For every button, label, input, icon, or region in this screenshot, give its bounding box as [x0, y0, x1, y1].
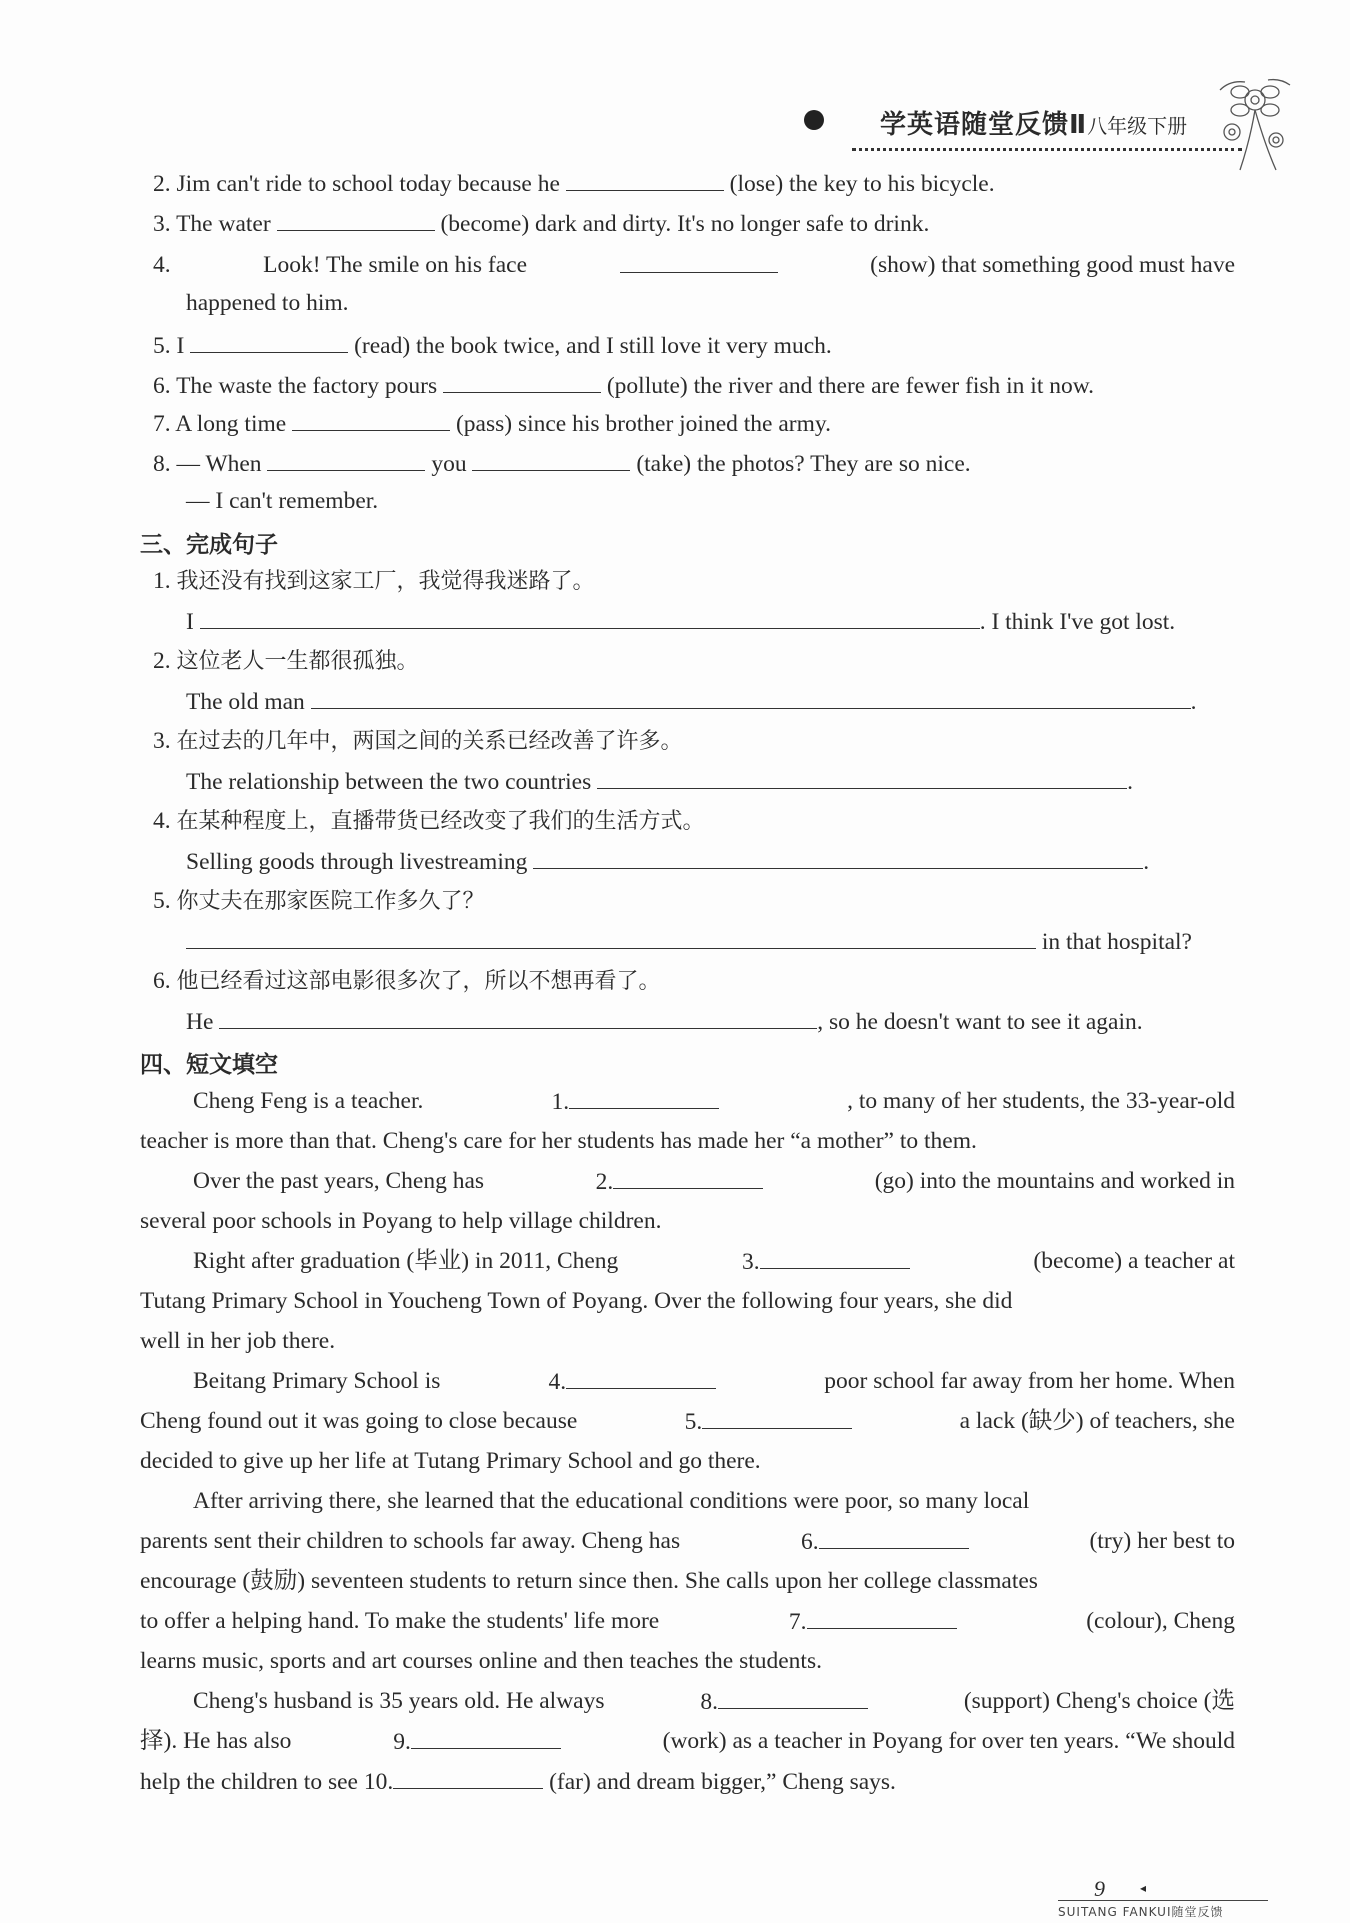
item-text: He [186, 1009, 214, 1035]
item-number: 6. [153, 373, 171, 399]
item-text: Jim can't ride to school today because he [176, 171, 560, 197]
passage-text: Over the past years, Cheng has [193, 1168, 485, 1194]
flower-decoration-icon [1210, 70, 1300, 180]
p3-item-4-en [186, 846, 1149, 877]
chinese-prompt: 我还没有找到这家工厂，我觉得我迷路了。 [176, 569, 595, 594]
answer-blank[interactable] [613, 1166, 763, 1189]
blank-number: 1. [551, 1089, 570, 1115]
answer-blank[interactable] [443, 370, 601, 393]
answer-blank[interactable] [807, 1606, 957, 1629]
passage-line-8 [193, 1366, 1235, 1397]
p3-item-3-en [186, 766, 1133, 797]
passage-text: Cheng's husband is 35 years old. He always [193, 1688, 605, 1714]
item-text: The waste the factory pours [176, 373, 438, 399]
item-text: I [176, 333, 185, 359]
blank-number: 5. [684, 1409, 703, 1435]
item-text: (take) the photos? They are so nice. [636, 451, 971, 477]
passage-line-3 [193, 1166, 1235, 1197]
p2-item-5 [153, 330, 832, 361]
passage-text: Right after graduation (毕业) in 2011, Cheng [193, 1248, 619, 1274]
item-text: . [1143, 849, 1150, 875]
item-text: (read) the book twice, and I still love it very much. [354, 333, 832, 359]
answer-blank[interactable] [190, 330, 348, 353]
footer-rule [1058, 1900, 1268, 1901]
page-number: 9 [1094, 1876, 1105, 1901]
item-text: The old man [186, 689, 305, 715]
answer-line[interactable] [186, 926, 1036, 949]
passage-text: (try) her best to [1089, 1528, 1235, 1554]
header-subtitle: 八年级下册 [1087, 114, 1188, 138]
item-text: . [1190, 689, 1197, 715]
passage-text: (support) Cheng's choice (选 [963, 1688, 1235, 1714]
p3-item-6-cn [153, 966, 661, 997]
header-title [880, 104, 1187, 141]
blank-number: 6. [800, 1529, 819, 1555]
passage-line-1 [193, 1086, 1235, 1117]
item-text: Selling goods through livestreaming [186, 849, 528, 875]
passage-line-12 [140, 1526, 1235, 1557]
passage-text: , to many of her students, the 33-year-old [847, 1088, 1235, 1114]
item-number: 6. [153, 968, 171, 994]
answer-blank[interactable] [620, 250, 778, 273]
item-text: , so he doesn't want to see it again. [817, 1009, 1143, 1035]
triangle-marker-icon: ◂ [1140, 1881, 1147, 1895]
item-text: The water [176, 211, 271, 237]
section-heading-part3: 三、完成句子 [140, 532, 278, 558]
answer-line[interactable] [200, 606, 980, 629]
answer-blank[interactable] [267, 448, 425, 471]
passage-line-4: several poor schools in Poyang to help village children. [140, 1208, 662, 1234]
blank-number: 4. [548, 1369, 567, 1395]
blank-number: 9. [393, 1729, 411, 1755]
p3-item-2-cn [153, 646, 419, 677]
blank-number: 8. [700, 1689, 718, 1715]
passage-line-11: After arriving there, she learned that the educational conditions were poor, so many local [193, 1488, 1030, 1514]
answer-line[interactable] [533, 846, 1143, 869]
section-heading-part4: 四、短文填空 [140, 1052, 278, 1078]
item-text: — When [176, 451, 262, 477]
passage-line-5 [193, 1246, 1235, 1277]
answer-blank[interactable] [411, 1726, 561, 1749]
footer-brand [1058, 1903, 1224, 1920]
blank-number: 10. [363, 1769, 394, 1795]
item-continuation: happened to him. [186, 290, 349, 316]
answer-blank[interactable] [566, 168, 724, 191]
item-number: 4. [153, 252, 171, 278]
passage-text: (work) as a teacher in Poyang for over ten years. “We should [662, 1728, 1235, 1754]
p2-item-6 [153, 370, 1094, 401]
item-number: 8. [153, 451, 171, 477]
answer-blank[interactable] [819, 1526, 969, 1549]
item-number: 2. [153, 171, 171, 197]
passage-line-9 [140, 1406, 1235, 1437]
item-number: 3. [153, 728, 171, 754]
item-text: The relationship between the two countries [186, 769, 592, 795]
blank-number: 2. [595, 1169, 614, 1195]
chinese-prompt: 这位老人一生都很孤独。 [176, 649, 419, 674]
p3-item-1-cn [153, 566, 595, 597]
blank-number: 3. [742, 1249, 760, 1275]
passage-line-13: encourage (鼓励) seventeen students to return since then. She calls upon her college classmates [140, 1568, 1038, 1594]
item-text: (pollute) the river and there are fewer fish in it now. [606, 373, 1095, 399]
item-number: 3. [153, 211, 171, 237]
item-text: (lose) the key to his bicycle. [729, 171, 995, 197]
item-text: . [1127, 769, 1133, 795]
chinese-prompt: 你丈夫在那家医院工作多久了？ [176, 889, 485, 914]
p3-item-5-en [186, 926, 1192, 957]
p3-item-4-cn [153, 806, 705, 837]
p3-item-1-en [186, 606, 1175, 637]
item-text: (show) that something good must have [870, 252, 1235, 278]
footer-brand-cn: 随堂反馈 [1171, 1905, 1224, 1919]
item-number: 1. [153, 568, 171, 594]
passage-text: a lack (缺少) of teachers, she [959, 1408, 1235, 1434]
item-number: 7. [153, 411, 171, 437]
passage-line-17 [140, 1726, 1235, 1757]
passage-line-15: learns music, sports and art courses online and then teaches the students. [140, 1648, 822, 1674]
p2-item-4 [153, 250, 1235, 280]
item-text: I [186, 609, 194, 635]
p3-item-3-cn [153, 726, 683, 757]
item-text: . I think I've got lost. [979, 609, 1176, 635]
item-continuation: — I can't remember. [186, 488, 379, 514]
passage-text: 择). He has also [140, 1728, 292, 1754]
answer-line[interactable] [597, 766, 1127, 789]
p2-item-7 [153, 408, 831, 439]
passage-line-14 [140, 1606, 1235, 1637]
item-text: you [431, 451, 467, 477]
passage-text: help the children to see [140, 1769, 358, 1795]
item-number: 2. [153, 648, 171, 674]
answer-blank[interactable] [702, 1406, 852, 1429]
passage-line-16 [193, 1686, 1235, 1717]
chinese-prompt: 他已经看过这部电影很多次了，所以不想再看了。 [176, 969, 661, 994]
answer-blank[interactable] [760, 1246, 910, 1269]
p3-item-6-en [186, 1006, 1143, 1037]
passage-text: (colour), Cheng [1086, 1608, 1235, 1634]
item-text: A long time [175, 411, 287, 437]
passage-text: Beitang Primary School is [193, 1368, 441, 1394]
chinese-prompt: 在某种程度上，直播带货已经改变了我们的生活方式。 [176, 809, 705, 834]
passage-line-10: decided to give up her life at Tutang Primary School and go there. [140, 1448, 761, 1474]
item-number: 5. [153, 333, 171, 359]
item-text: in that hospital? [1041, 929, 1192, 955]
answer-blank[interactable] [566, 1366, 716, 1389]
p2-item-8 [153, 448, 971, 479]
p3-item-5-cn [153, 886, 485, 917]
answer-blank[interactable] [393, 1766, 543, 1789]
passage-text: (far) and dream bigger,” Cheng says. [549, 1769, 896, 1795]
passage-text: Cheng found out it was going to close because [140, 1408, 578, 1434]
passage-line-18 [140, 1766, 896, 1797]
passage-text: (become) a teacher at [1033, 1248, 1235, 1274]
item-text: (become) dark and dirty. It's no longer safe to drink. [440, 211, 930, 237]
passage-text: parents sent their children to schools far away. Cheng has [140, 1528, 681, 1554]
passage-text: to offer a helping hand. To make the students' life more [140, 1608, 660, 1634]
chinese-prompt: 在过去的几年中，两国之间的关系已经改善了许多。 [176, 729, 683, 754]
header-dotted-rule [852, 148, 1242, 151]
passage-text: (go) into the mountains and worked in [874, 1168, 1235, 1194]
item-text: (pass) since his brother joined the army. [455, 411, 831, 437]
passage-line-6: Tutang Primary School in Youcheng Town of Poyang. Over the following four years, she did [140, 1288, 1013, 1314]
passage-line-7: well in her job there. [140, 1328, 336, 1354]
item-number: 4. [153, 808, 171, 834]
passage-text: poor school far away from her home. When [824, 1368, 1235, 1394]
answer-blank[interactable] [569, 1086, 719, 1109]
answer-blank[interactable] [718, 1686, 868, 1709]
blank-number: 7. [788, 1609, 807, 1635]
header-title-text: 学英语随堂反馈Ⅱ [880, 110, 1088, 140]
footer-brand-latin: SUITANG FANKUI [1058, 1905, 1172, 1919]
p2-item-2 [153, 168, 995, 199]
p3-item-2-en [186, 686, 1197, 717]
header-bullet-icon [804, 110, 824, 130]
item-number: 5. [153, 888, 171, 914]
answer-blank[interactable] [292, 408, 450, 431]
p2-item-3 [153, 208, 929, 239]
answer-line[interactable] [219, 1006, 817, 1029]
answer-line[interactable] [311, 686, 1191, 709]
passage-text: Cheng Feng is a teacher. [193, 1088, 424, 1114]
answer-blank[interactable] [277, 208, 435, 231]
answer-blank[interactable] [472, 448, 630, 471]
item-text: Look! The smile on his face [263, 252, 528, 278]
passage-line-2: teacher is more than that. Cheng's care for her students has made her “a mother” to them. [140, 1128, 977, 1154]
